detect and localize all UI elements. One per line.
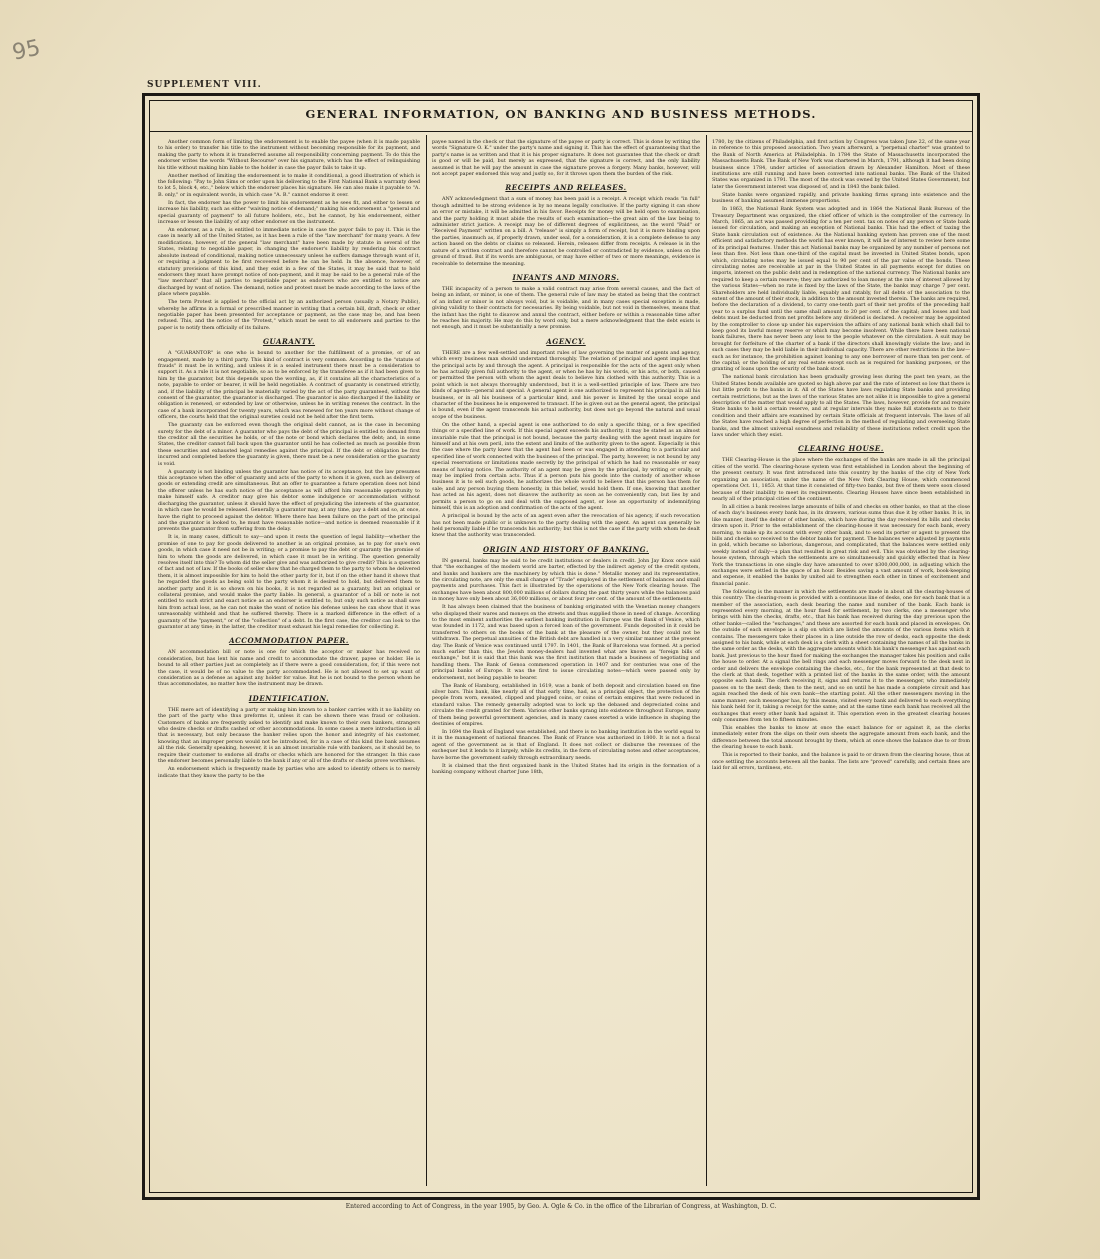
- paragraph: Another method of limiting the endorsement is to make it conditional, a good illustration of which is the following: "Pay to John Sims or order upon his delivering to the First National Bank a warranty deed to lot 5, block 4, etc.," below which the endorser places his signature. He can also make it payable to "A. B. only," or in equivalent words, in which case "A. B." cannot endorse it over.: [158, 172, 420, 198]
- section-heading-accommodation: ACCOMMODATION PAPER.: [229, 636, 349, 646]
- copyright-footer: Entered according to Act of Congress, in the year 1905, by Geo. A. Ogle & Co. in the office of the Librarian of Congress, at Washington, D. C.: [345, 1203, 777, 1210]
- section-heading-agency: AGENCY.: [546, 336, 586, 346]
- paragraph: ANY acknowledgment that a sum of money has been paid is a receipt. A receipt which reads "in full" though admitted to be strong evidence is by no means legally conclusive. If the party signing it can show an error or mistake, it will be admitted in his favor. Receipts for money will be held open to examination, and the party holding it must abide the results of such examination—the great aim of the law being to administer strict justice. A receipt may be of different degrees of explicitness, as the word "Paid" or "Received Payment" written on a bill. A "release" is simply a form of receipt, but it is more binding upon the parties, inasmuch as, if properly drawn, under seal, for a consideration, it is a complete defense to any action based on the debts or claims so released. Herein, releases differ from receipts. A release is in the nature of a written contract and therefore cannot be controlled or contradicted by evidence, unless on the ground of fraud. But if its words are ambiguous, or may have either of two or more meanings, evidence is receivable to determine the meaning.: [432, 196, 700, 267]
- paragraph: Another common form of limiting the endorsement is to enable the payee (when it is made payable to his order) to transfer his title to the instrument without becoming responsible for its payment, and making the party to whom it is transferred assume all responsibility concerning payment. To do this the endorser writes the words "Without Recourse" over his signature, which has the effect of relinquishing his title without making him liable to the holder in case the payor fails to take it up.: [158, 139, 420, 171]
- paragraph: The following is the manner in which the settlements are made in about all the clearing-houses of this country: The clearing-room is provided with a continuous line of desks, one for each bank that is a member of the association, each desk bearing the name and number of the bank. Each bank is represented every morning, at the hour fixed for settlement, by two clerks, one a messenger who brings with him the checks, drafts, etc., that his bank has received during the day previous upon the other banks—called the "exchanges," and these are assorted for each bank and placed in envelopes. On the outside of each envelope is a slip on which are listed the amounts of the various items which it contains. The messengers take their places in a line outside the row of desks, each opposite the desk assigned to his bank, while at each desk is a clerk with a sheet containing the names of all the banks in the same order as the desks, with the aggregate amounts which his bank's messenger has against each bank. Just previous to the hour fixed for making the exchanges the manager takes his position and calls the house to order. At a signal the bell rings and each messenger moves forward to the desk next in order and delivers the envelope containing the checks, etc., for the bank represented at that desk to the clerk at that desk, together with a printed list of the banks in the same order, with the amount opposite each bank. The clerk receiving it, signs and returns it to the messenger, who immediately passes on to the next desk; then to the next, and so on until he has made a complete circuit and has again reached the desk of his own bank—the starting point. All the other messengers moving in the same manner; each messenger has, by this means, visited every bank and delivered to each everything his bank held for it, taking a receipt for the same; and at the same time each bank has received all the exchanges that every other bank had against it. This operation even in the greatest clearing houses only consumes from ten to fifteen minutes.: [712, 588, 970, 723]
- paragraph: THE Clearing-House is the place where the exchanges of the banks are made in all the principal cities of the world. The clearing-house system was first established in London about the beginning of the present century. It was first introduced into this country by the banks of the city of New York organizing an association, under the name of the New York Clearing House, which commenced operations Oct. 11, 1853. At that time it consisted of fifty-two banks, but five of them were soon closed because of their inability to meet its requirements. Clearing Houses have since been established in nearly all of the principal cities of the continent.: [712, 457, 970, 502]
- paragraph: State banks were organized rapidly, and private banking firms sprang into existence and the business of banking assumed immense proportions.: [712, 191, 970, 205]
- paragraph: An endorser, as a rule, is entitled to immediate notice in case the payor fails to pay it. This is the case in nearly all of the United States, as it has been a rule of the "law merchant" for many years. A few modifications, however, of the general "law merchant" have been made by statute in several of the States, relating to negotiable paper, in changing the endorser's liability by rendering his contract absolute instead of conditional, making notice unnecessary unless he suffers damage through want of it, or requiring a judgment to be first recovered before he can be held. In the absence, however, of statutory provisions of this kind, and they exist in a few of the States, it may be said that to hold endorsers they must have prompt notice of non-payment, and it may be said to be a general rule of the "law merchant" that all parties to negotiable paper as endorsers who are entitled to notice are discharged by want of notice. The demand, notice and protest must be made according to the laws of the place where payable.: [158, 227, 420, 298]
- paragraph: The Bank of Hamburg, established in 1619, was a bank of both deposit and circulation based on fine silver bars. This bank, like nearly all of that early time, had, as a principal object, the protection of the people from worn, sweated, clipped and plugged coins, or coins of certain empires that were reduced in standard value. The remedy generally adopted was to lock up the debased and depreciated coins and circulate the credit granted for them. Various other banks sprang into existence throughout Europe, many of them being powerful government agencies, and in many cases exerted a wide influence in shaping the destinies of empires.: [432, 682, 700, 728]
- column-divider-left: [426, 135, 427, 1186]
- content-frame-inner: [149, 100, 973, 1193]
- section-heading-guaranty: GUARANTY.: [262, 337, 316, 347]
- section-heading-infants: INFANTS AND MINORS.: [512, 272, 620, 282]
- paragraph: It has always been claimed that the business of banking originated with the Venetian money changers who displayed their wares and moneys on the streets and thus supplied those in need of change. According to the most eminent authorities the earliest banking institution in Europe was the Bank of Venice, which was founded in 1172, and was based upon a forced loan of the government. Funds deposited in it could be transferred to others on the books of the bank at the pleasure of the owner, but they could not be withdrawn. The perpetual annuities of the British debt are handled in a very similar manner at the present day. The Bank of Venice was continued until 1797. In 1401, the Bank of Barcelona was formed. At a period much earlier than this, the Jewish money-dealers had invented what are known as "foreign bills of exchange," but it is said that this bank was the first institution that made a business of negotiating and handling them. The Bank of Genoa commenced operation in 1407 and for centuries was one of the principal banks of Europe. It was the first to issue circulating notes—which were passed only by endorsement, not being payable to bearer.: [432, 604, 700, 681]
- pencil-annotation: 95: [10, 35, 43, 66]
- paragraph: On the other hand, a special agent is one authorized to do only a specific thing, or a few specified things or a specified line of work. If this special agent exceeds his authority, it may be stated as an almost invariable rule that the principal is not bound, because the party dealing with the agent must inquire for himself and at his own peril, into the extent and limits of the authority given to the agent. Especially is this the case where the party knew that the agent had been or was engaged in attending to a particular and specified line of work connected with the business of the principal. The party, however, is not bound by any special reservations or limitations made secretly by the principal of which he had no reasonable or easy means of having notice. The authority of an agent may be given by the principal, by writing or orally, or may be implied from certain acts. Thus if a person puts his goods into the custody of another whose business it is to sell such goods, he authorizes the whole world to believe that this person has them for sale; and any person buying them honestly, in this belief, would hold them. If one, knowing that another has acted as his agent, does not disavow the authority as soon as he conveniently can, but lies by and permits a person to go on and deal with the supposed agent, or lose an opportunity of indemnifying himself, this is an adoption and confirmation of the acts of the agent.: [432, 421, 700, 512]
- column-two: [432, 139, 700, 1184]
- column-divider-right: [706, 135, 707, 1186]
- column-three: [712, 139, 970, 1184]
- paragraph: payee named in the check or that the signature of the payee or party is correct. This is done by writing the words "Signature O. K." under the party's name and signing it. This has the effect of guaranteeing that the party's name is as written and that it is his proper signature. It does not guarantee that the check or draft is good or will be paid, but merely as expressed, that the signature is correct, and the only liability assumed is that he will pay the amount in case the signature proves a forgery. Many banks, however, will not accept paper endorsed this way and justly so, for it throws upon them the burden of the risk.: [432, 139, 700, 178]
- title-divider: [150, 131, 972, 132]
- paragraph: An endorsement which is frequently made by parties who are asked to identify others is to merely indicate that they know the party to be the: [158, 766, 420, 779]
- section-heading-identification: IDENTIFICATION.: [248, 693, 330, 703]
- paragraph: THE mere act of identifying a party or making him known to a banker carries with it no liability on the part of the party who thus preforms it, unless it can be shown there was fraud or collusion. Customers of banks are frequently asked to identify and make known to their own bankers, strangers who desire checks or drafts cashed or other accommodations. In some cases a mere introduction is all that is necessary, but only because the banker relies upon the honor and integrity of his customer, knowing that an improper person would not be introduced, for in a case of this kind the bank assumes all the risk. Generally speaking, however, it is an almost invariable rule with bankers, as it should be, to require their customer to endorse all drafts or checks which are honored for the stranger. In this case the endorser becomes personally liable to the bank if any or all of the drafts or checks prove worthless.: [158, 706, 420, 765]
- paragraph: In 1863, the National Bank System was adopted and in 1864 the National Bank Bureau of the Treasury Department was organized, the chief officer of which is the comptroller of the currency. In March, 1865, an act was passed providing for a ten per cent. tax on notes of any person or State bank issued for circulation, and making an exception of National banks. This had the effect of taxing the State bank circulation out of existence. As the National banking system has proven one of the most efficient and satisfactory methods the world has ever known, it will be of interest to review here some of its principal features. Under this act National banks may be organized by any number of persons not less than five. Not less than one-third of the capital must be invested in United States bonds, upon which, circulating notes may be issued equal to 90 per cent of the par value of the bonds. These circulating notes are receivable at par in the United States in all payments except for duties on imports, interest on the public debt and in redemption of the national currency. The National banks are required to keep a certain reserve; they are authorized to loan money at the rate of interest allowed by the various States—when no rate is fixed by the laws of the State, the banks may charge 7 per cent. Shareholders are held individually liable, equably and ratably, for all debts of the association to the extent of the amount of their stock, in addition to the amount invested therein. The banks are required, before the declaration of a dividend, to carry one-tenth part of their net profits of the preceding half year to a surplus fund until the same shall amount to 20 per cent. of the capital; and losses and bad debts must be deducted from net profits before any dividend is declared. A receiver may be appointed by the comptroller to close up under his supervision the affairs of any national bank which shall fail to keep good its lawful money reserve or which may become insolvent. While there have been national bank failures, there has never been any loss to the people whatever on the circulation. A suit may be brought for forfeiture of the charter of a bank if the directors shall knowingly violate the law; and in such cases they may be held liable in their individual capacity. There are other restrictions in the law—such as for instance, the prohibition against loaning to any one borrower of more than ten per cent. of the capital; or the holding of any real estate except such as is required for banking purposes, or the granting of loans upon the security of the bank stock.: [712, 206, 970, 373]
- column-one: [158, 139, 420, 1184]
- paragraph: 1780, by the citizens of Philadelphia, and first action by Congress was taken June 22, of the same year in reference to this proposed association. Two years afterward, a "perpetual charter" was granted to the Bank of North America at Philadelphia. In 1784 the State of Massachusetts incorporated the Massachusetts Bank. The Bank of New York was chartered in March, 1791, although it had been doing business since 1784, under articles of association drawn by Alexander Hamilton. Most of these institutions are still running and have been converted into national banks. The Bank of the United States was organized in 1791. The most of the stock was owned by the United States Government, but later the Government interest was disposed of, and in 1843 the bank failed.: [712, 139, 970, 190]
- paragraph: The guaranty can be enforced even though the original debt cannot, as is the case in becoming surety for the debt of a minor. A guarantor who pays the debt of the principal is entitled to demand from the creditor all the securities he holds, or of the note or bond which declares the debt; and, in some States, the creditor cannot fall back upon the guarantor until he has collected as much as possible from these securities and exhausted legal remedies against the principal. If the debt or obligation be first incurred and completed before the guaranty is given, there must be a new consideration or the guaranty is void.: [158, 422, 420, 467]
- paragraph: It is, in many cases, difficult to say—and upon it rests the question of legal liability—whether the promise of one to pay for goods delivered to another is an original promise, as to pay for one's own goods, in which case it need not be in writing; or a promise to pay the debt or guaranty the promise of him to whom the goods are delivered, in which case it must be in writing. The question generally resolves itself into this? To whom did the seller give and was authorized to give credit? This is a question of fact and not of law. If the books of seller show that he charged them to the party to whom he delivered them, it is almost impossible for him to hold the other party for it, but if on the other hand it shows that he regarded the goods as being sold to the party whom it is desired to hold, but delivered them to another party and it is so shown on his books, it is not regarded as a guaranty, but an original or collateral promise, and would make the party liable. In general, a guarantor of a bill or note is not entitled to such strict and exact notice as an endorser is entitled to, but only such notice as shall save him from actual loss, as he can not make the want of notice his defense unless he can show that it was unreasonably withheld and that he suffered thereby. There is a marked difference in the effect of a guaranty of the "payment," or of the "collection" of a debt. In the first case, the creditor can look to the guarantor at any time; in the latter, the creditor must exhaust his legal remedies for collecting it.: [158, 534, 420, 630]
- paragraph: In 1694 the Bank of England was established, and there is no banking institution in the world equal to it in the management of national finances. The Bank of France was authorized in 1800. It is not a fiscal agent of the government as is that of England. It does not collect or disburse the revenues of the exchequer but it lends to it largely, while its credits, in the form of circulating notes and other acceptances, have borne the government safely through extraordinary needs.: [432, 729, 700, 761]
- section-heading-receipts: RECEIPTS AND RELEASES.: [505, 183, 627, 193]
- paragraph: THE incapacity of a person to make a valid contract may arise from several causes, and the fact of being an infant, or minor, is one of them. The general rule of law may be stated as being that the contract of an infant or minor is not always void, but is voidable, and in many cases special exception is made, giving validity to their contracts for necessaries. By being voidable, but not void in themselves, means that the infant has the right to disavow and annul the contract, either before or within a reasonable time after he reaches his majority. He may do this by word only, but a mere acknowledgment that the debt exists is not enough, and it must be substantially a new promise.: [432, 285, 700, 331]
- paragraph: A guaranty is not binding unless the guarantor has notice of its acceptance, but the law presumes this acceptance when the offer of guaranty and acts of the party to whom it is given, such as delivery of goods or extending credit are simultaneous. But an offer to guarantee a future operation does not bind the offerer unless he has such notice of the acceptance as will afford him reasonable opportunity to make himself safe. A creditor may give his debtor some indulgence or accommodation without discharging the guarantor, unless it should have the effect of prejudicing the interests of the guarantor, in which case he would be released. Generally a guarantor may, at any time, pay a debt and so, at once, have the right to proceed against the debtor. Where there has been failure on the part of the principal and the guarantor is looked to, he must have reasonable notice—and notice is deemed reasonable if it prevents the guarantor from suffering from the delay.: [158, 468, 420, 533]
- paragraph: The national bank circulation has been gradually growing less during the past ten years, as the United States bonds available are quoted so high above par and the rate of interest so low that there is but little profit to the banks in it. All of the States have laws regulating State banks and providing certain restrictions, but as the laws of the various States are not alike it is impossible to give a general description of the matter that would apply to all the States. The laws, however, provide for and require State banks to hold a certain reserve, and at regular intervals they make full statements as to their condition and their affairs are examined by certain State officials at frequent intervals. The laws of all the States have reached a high degree of perfection in the method of regulating and overseeing State banks, and the almost universal soundness and reliability of these institutions reflect credit upon the laws under which they exist.: [712, 374, 970, 439]
- paragraph: A "GUARANTOR" is one who is bound to another for the fulfillment of a promise, or of an engagement, made by a third party. This kind of contract is very common. According to the "statute of frauds" it must be in writing, and unless it is a sealed instrument there must be a consideration to support it. As a rule it is not negotiable, so as to be enforced by the transferee as if it had been given to him by the guarantor, but this depends upon the wording, as, if it contains all the characteristics of a note, payable to order or bearer, it will be held negotiable. A contract of guaranty is construed strictly, and, if the liability of the principal be materially varied by the act of the party guaranteed, without the consent of the guarantor, the guarantor is discharged. The guarantor is also discharged if the liability or obligation is renewed, or extended by law or otherwise, unless he in writing renews the contract. In the case of a bank incorporated for twenty years, which was renewed for ten years more without change of officers, the courts held that the original sureties could not be held after the first term.: [158, 350, 420, 421]
- paragraph: The term Protest is applied to the official act by an authorized person (usually a Notary Public), whereby he affirms in a formal or prescribed manner in writing that a certain bill, draft, check or other negotiable paper has been presented for acceptance or payment, as the case may be, and has been refused. This, and the notice of the "Protest," which must be sent to all endorsers and parties to the paper is to notify them officially of its failure.: [158, 299, 420, 331]
- section-heading-origin: ORIGIN AND HISTORY OF BANKING.: [482, 544, 650, 554]
- paragraph: This is reported to their banks, and the balance is paid to or drawn from the clearing house, thus at once settling the accounts between all the banks. The lists are "proved" carefully, and certain fines are laid for all errors, tardiness, etc.: [712, 752, 970, 771]
- section-heading-clearing-house: CLEARING HOUSE.: [798, 444, 884, 454]
- paragraph: IN general, banks may be said to be credit institutions or dealers in credit. John Jay Knox once said that "the exchanges of the modern world are barter, effected by the indirect agency of the credit system, and banks and bankers are the machinery by which this is done." Metallic money and its representative, the circulating note, are only the small change of "Trade" employed in the settlement of balances and small payments and purchases. This fact is illustrated by the operations of the New York clearing house. The exchanges have been about 800,000 millions of dollars during the past thirty years while the balances paid in money have only been about 36,000 millions, or about four per cent. of the amount of the settlements.: [432, 557, 700, 603]
- paragraph: THERE are a few well-settled and important rules of law governing the matter of agents and agency, which every business man should understand thoroughly. The relation of principal and agent implies that the principal acts by and through the agent. A principal is responsible for the acts of the agent only when he has actually given full authority to the agent, or when he has by his words, or his acts, or both, caused or permitted the person with whom the agent deals to believe him clothed with this authority. This is a point which is not always thoroughly understood, but it is a well-settled principle of law. There are two kinds of agents—general and special. A general agent is one authorized to represent his principal in all his business, or in all his business of a particular kind, and his power is limited by the usual scope and character of the business he is empowered to transact. If he is given out as the general agent, the principal is bound, even if the agent transcends his actual authority, but does not go beyond the natural and usual scope of the business.: [432, 349, 700, 420]
- page-title: GENERAL INFORMATION, ON BANKING AND BUSINESS METHODS.: [305, 107, 817, 121]
- paragraph: A principal is bound by the acts of an agent even after the revocation of his agency, if such revocation has not been made public or is unknown to the party dealing with the agent. An agent can generally be held personally liable if he transcends his authority; but this is not the case if the party with whom he dealt knew that the authority was transcended.: [432, 513, 700, 539]
- supplement-label: SUPPLEMENT VIII.: [147, 80, 262, 90]
- paragraph: This enables the banks to know at once the exact balance for or against it, as the clerks immediately enter from the slips on their own sheets the aggregate amount from each bank, and the difference between the total amount brought by them, which at once shows the balance due to or from the clearing house to each bank.: [712, 724, 970, 751]
- paragraph: It is claimed that the first organized bank in the United States had its origin in the formation of a banking company without charter June 18th,: [432, 762, 700, 776]
- paragraph: AN accommodation bill or note is one for which the acceptor or maker has received no consideration, but has lent his name and credit to accommodate the drawer, payee or holder. He is bound to all other parties just as completely as if there were a good consideration, for, if this were not the case, it would be of no value to the party accommodated. He is not allowed to set up want of consideration as a defense as against any holder for value. But he is not bound to the person whom he thus accommodates, no matter how the instrument may be drawn.: [158, 649, 420, 688]
- paragraph: In fact, the endorser has the power to limit his endorsement as he sees fit, and either to lessen or increase his liability, such as either "waiving notice of demand;" making his endorsement a "general and special guaranty of payment" to all future holders, etc., but he cannot, by his endorsement, either increase or lessen the liability of any other endorser on the instrument.: [158, 199, 420, 226]
- paragraph: In all cities a bank receives large amounts of bills of and checks on other banks, so that at the close of each day's business every bank has, in its drawers, various sums thus due it by other banks. It is, in like manner, itself the debtor of other banks, which have during the day received its bills and checks drawn upon it. Prior to the establishment of the clearing-house it was necessary for each bank, every morning, to make up its account with every other bank, and to send its porter or agent to present the bills and checks so received to the debtor banks for payment. The balances were adjusted by payments in gold, which became so laborious, dangerous, and complicated, that the balances were settled only weekly instead of daily—a plan that resulted in great risk and evil. This was obviated by the clearing-house system, through which the settlements are so simultaneously and quickly effected that in New York the transactions in one single day have amounted to over $300,000,000, in adjusting which the exchanges were settled in the space of an hour. Besides saving a vast amount of work, book-keeping and expense, it enabled the banks by united aid to strengthen each other in times of excitement and financial panic.: [712, 503, 970, 587]
- content-frame: [142, 93, 980, 1200]
